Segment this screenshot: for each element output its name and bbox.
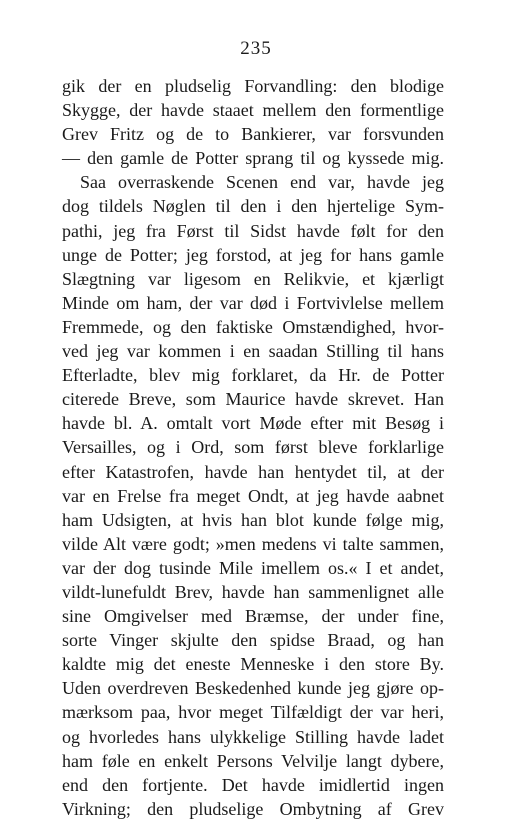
text-line: efter Katastrofen, havde han hentydet til, at der [62,461,444,482]
text-line: gik der en pludselig Forvandling: den blodige [62,76,444,96]
text-line: unge de Potter; jeg forstod, at jeg for hans gamle [62,244,444,265]
text-line: Uden overdreven Beskedenhed kunde jeg gjøre op- [62,678,444,699]
text-line: end den fortjente. Det havde imidlertid ingen [62,774,444,795]
text-line: Virkning; den pludselige Ombytning af Grev [62,798,444,819]
text-line: ham føle en enkelt Persons Velvilje langt dybere, [62,750,444,771]
text-line: Efterladte, blev mig forklaret, da Hr. de Potter [62,365,444,386]
text-line: havde bl. A. omtalt vort Møde efter mit Besøg i [62,413,444,434]
text-line: Grev Fritz og de to Bankierer, var forsvunden [62,124,444,145]
text-line: ved jeg var kommen i en saadan Stilling til hans [62,341,444,362]
text-line: Versailles, og i Ord, som først bleve forklarlige [62,437,444,458]
text-line: citerede Breve, som Maurice havde skrevet. Han [62,389,444,410]
body-text [62,74,444,821]
page-number: 235 [240,38,272,59]
text-line: vilde Alt være godt; »men medens vi talte sammen, [62,533,444,554]
text-line: pathi, jeg fra Først til Sidst havde følt for den [62,220,444,241]
text-line: kaldte mig det eneste Menneske i den store By. [62,654,444,675]
text-line: og hvorledes hans ulykkelige Stilling havde ladet [62,726,444,747]
text-line: Minde om ham, der var død i Fortvivlelse mellem [62,292,444,313]
text-line: sorte Vinger skjulte den spidse Braad, og han [62,630,444,651]
text-line: — den gamle de Potter sprang til og kyssede mig. [62,148,444,169]
text-line: Fremmede, og den faktiske Omstændighed, hvor- [62,316,444,337]
text-line: Skygge, der havde staaet mellem den formentlige [62,100,444,121]
text-line: var der dog tusinde Mile imellem os.« I et andet, [62,557,444,578]
text-line: ham Udsigten, at hvis han blot kunde følge mig, [62,509,444,530]
text-line: Slægtning var ligesom en Relikvie, et kjærligt [62,268,444,289]
text-line: dog tildels Nøglen til den i den hjertelige Sym- [62,196,444,217]
text-line: vildt-lunefuldt Brev, havde han sammenlignet alle [62,581,444,602]
text-line: var en Frelse fra meget Ondt, at jeg havde aabnet [62,485,444,506]
text-line: sine Omgivelser med Bræmse, der under fine, [62,606,444,627]
text-line: mærksom paa, hvor meget Tilfældigt der var heri, [62,702,444,723]
text-line: Saa overraskende Scenen end var, havde jeg [80,172,444,193]
